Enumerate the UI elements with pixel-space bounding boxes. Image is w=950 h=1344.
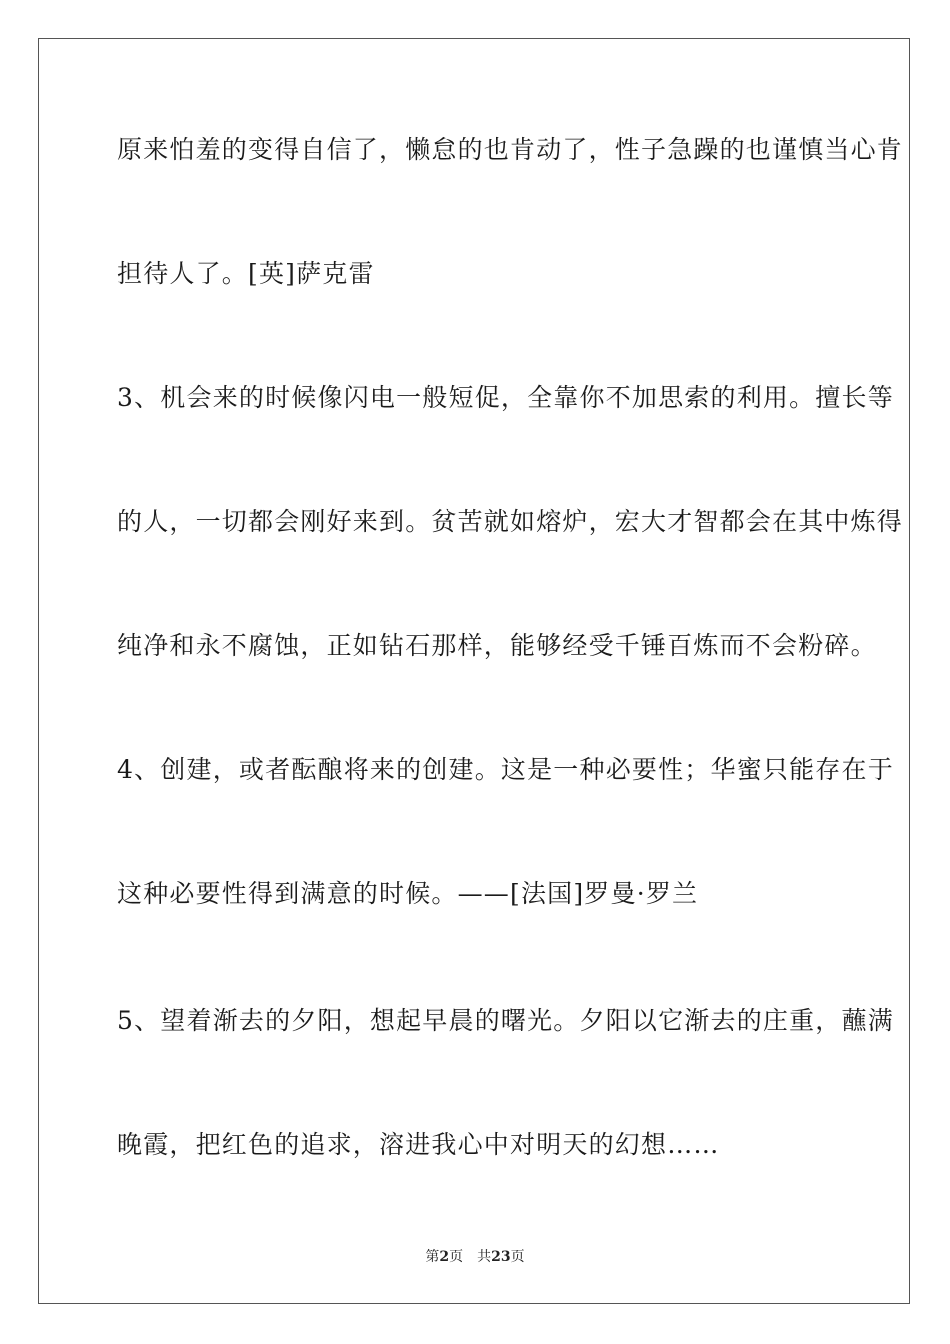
page-suffix: 页 [449,1249,464,1265]
page-current: 2 [439,1249,450,1265]
paragraph-line-2: 担待人了。[英]萨克雷 [117,259,375,288]
paragraph-line-4: 的人，一切都会刚好来到。贫苦就如熔炉，宏大才智都会在其中炼得 [117,507,904,536]
paragraph-line-6: 4、创建，或者酝酿将来的创建。这是一种必要性；华蜜只能存在于 [117,755,894,784]
paragraph-line-5: 纯净和永不腐蚀，正如钻石那样，能够经受千锤百炼而不会粉碎。 [117,631,877,660]
total-prefix: 共 [477,1249,492,1265]
page-border [38,38,910,1304]
total-suffix: 页 [510,1249,525,1265]
paragraph-line-1: 原来怕羞的变得自信了，懒怠的也肯动了，性子急躁的也谨慎当心肯 [117,135,904,164]
page-footer [0,1248,950,1266]
paragraph-line-8: 5、望着渐去的夕阳，想起早晨的曙光。夕阳以它渐去的庄重，蘸满 [117,1006,894,1035]
paragraph-line-3: 3、机会来的时候像闪电一般短促，全靠你不加思索的利用。擅长等 [117,383,894,412]
paragraph-line-7: 这种必要性得到满意的时候。——[法国]罗曼·罗兰 [117,879,699,908]
page-total: 23 [491,1249,511,1265]
paragraph-line-9: 晚霞，把红色的追求，溶进我心中对明天的幻想…… [117,1130,720,1159]
page-prefix: 第 [425,1249,440,1265]
